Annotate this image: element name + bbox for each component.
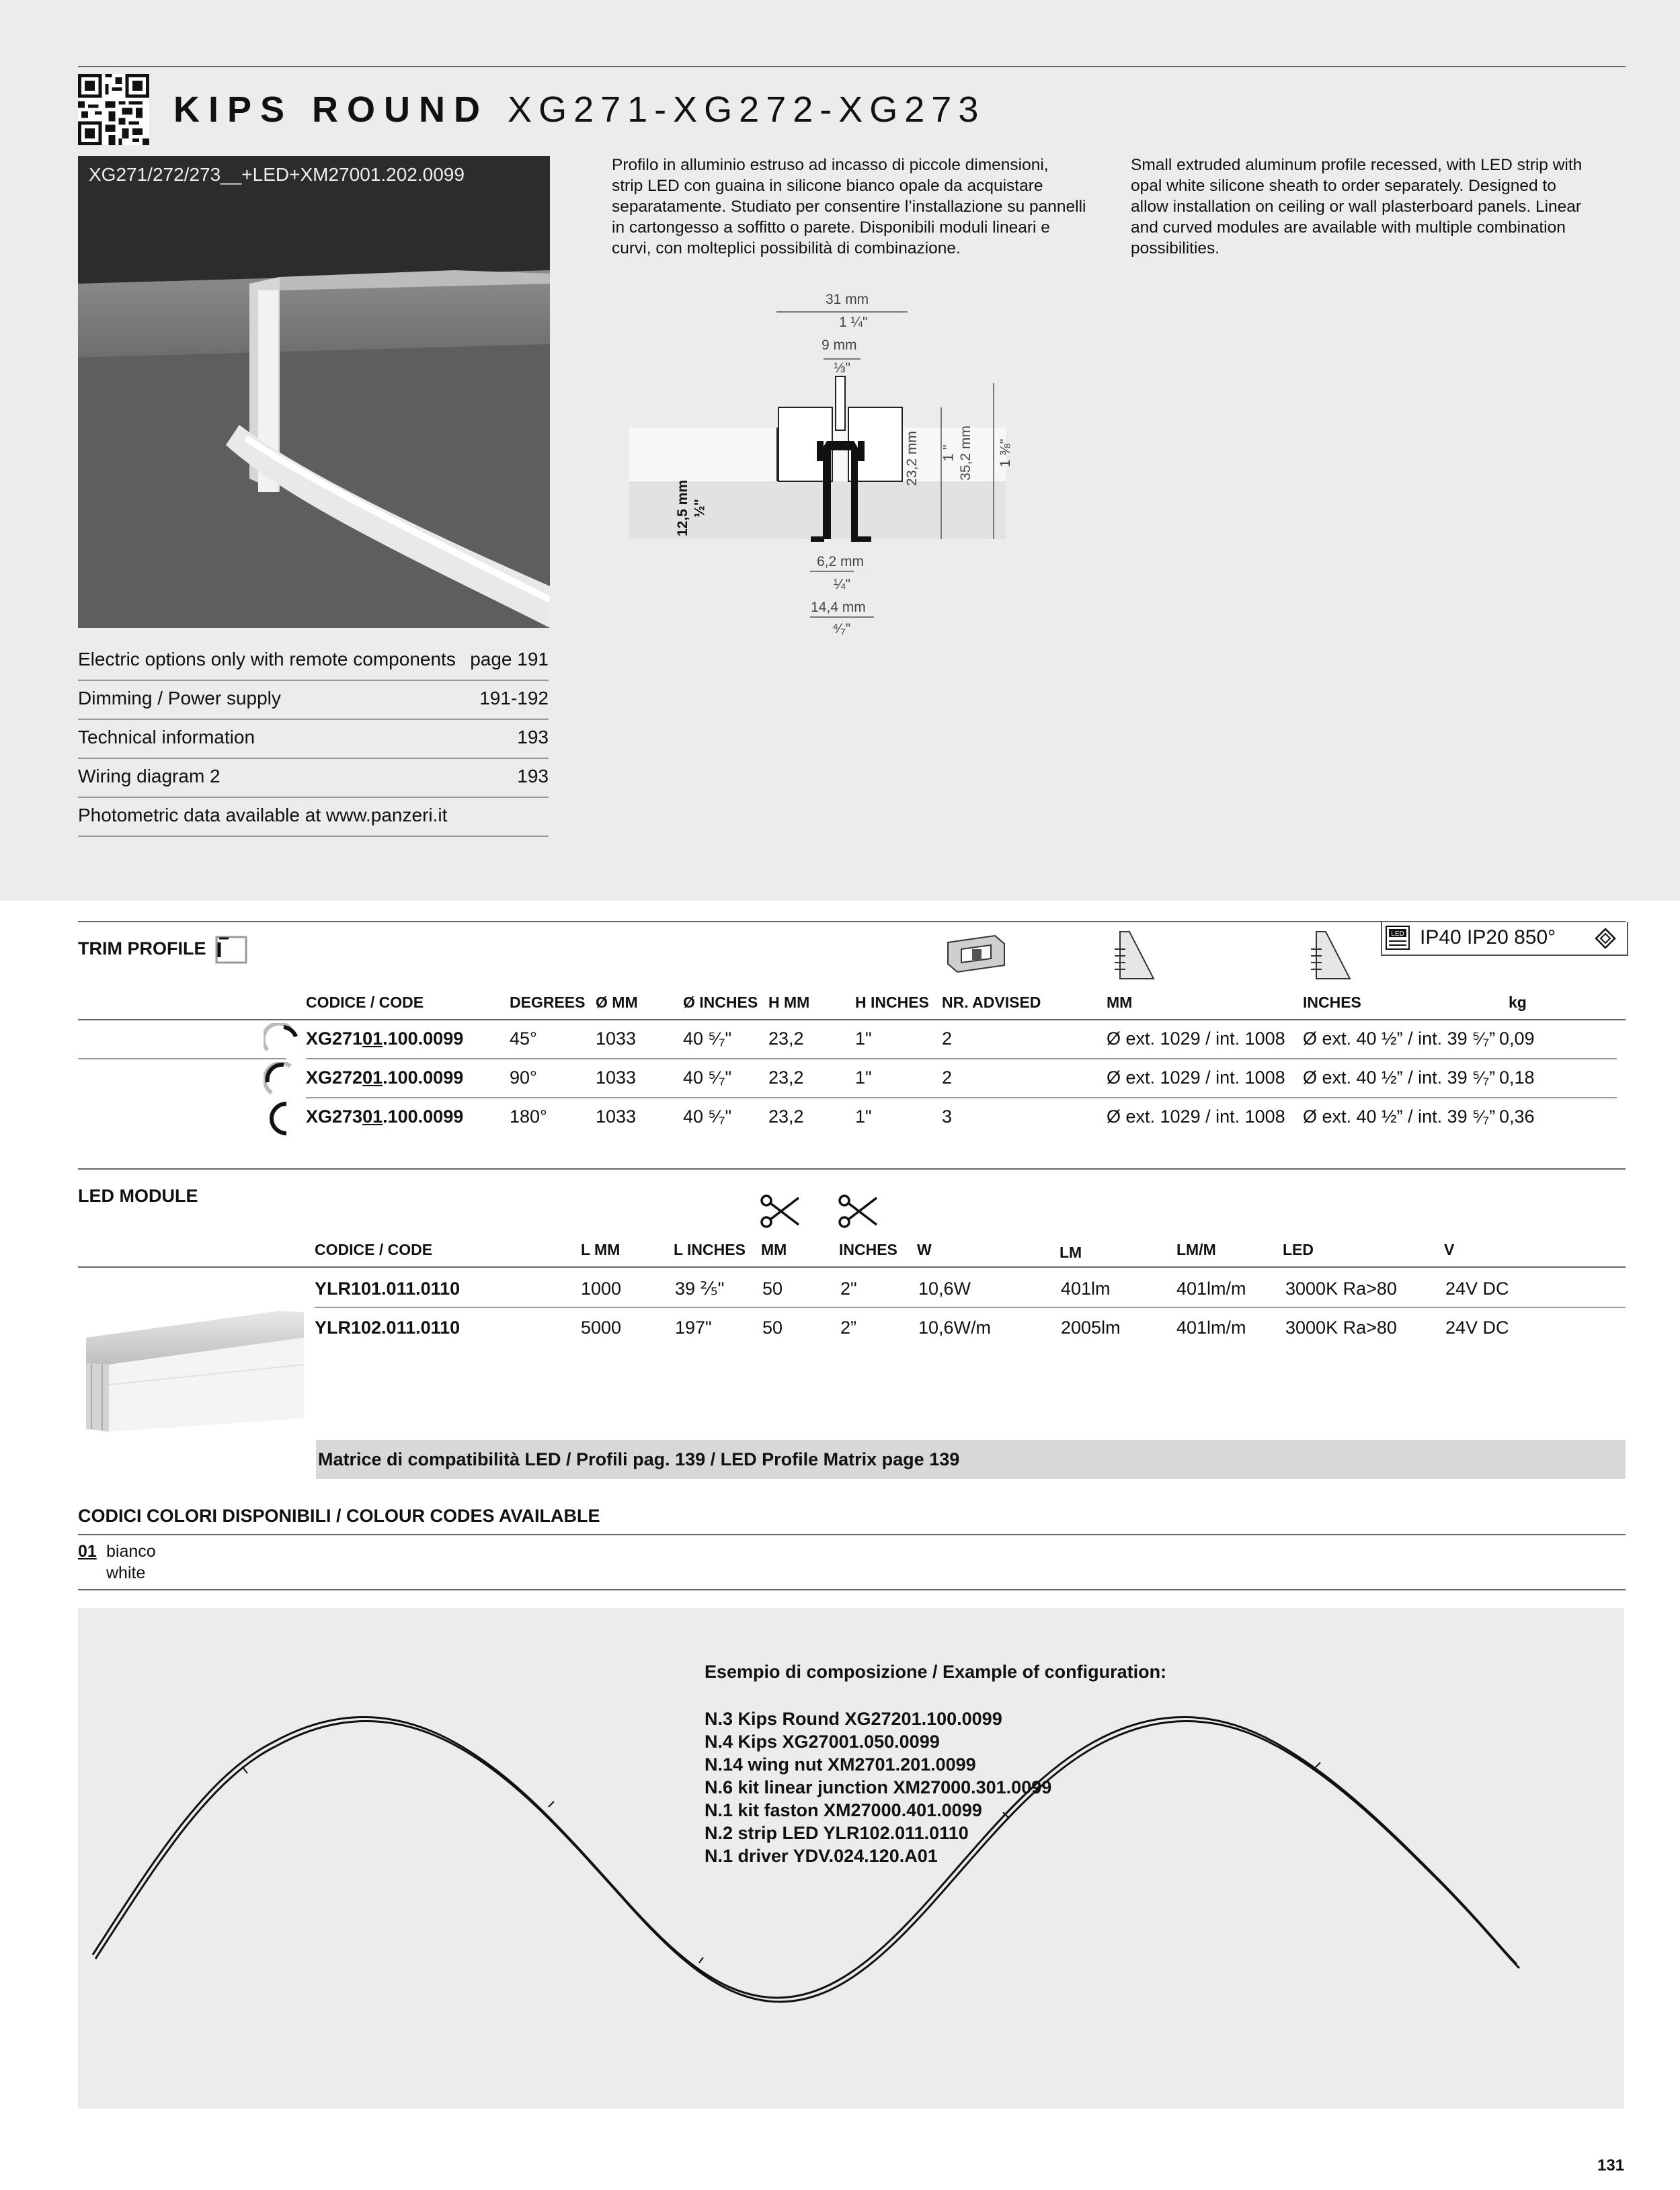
dim-slot-in: ⅓" <box>834 360 850 376</box>
configuration-item: N.6 kit linear junction XM27000.301.0099 <box>705 1777 1052 1797</box>
description-en <box>1131 155 1582 259</box>
led-header: LM <box>1059 1244 1082 1261</box>
compatibility-matrix-text: Matrice di compatibilità LED / Profili pag. 139 / LED Profile Matrix page 139 <box>318 1449 960 1469</box>
led-header-rule <box>78 1266 1626 1268</box>
trim-header: NR. ADVISED <box>942 993 1041 1011</box>
led-watt: 10,6W <box>918 1279 971 1299</box>
trim-cutout-mm: Ø ext. 1029 / int. 1008 <box>1107 1028 1285 1049</box>
trim-height-mm: 23,2 <box>768 1067 804 1088</box>
dim-panel-mm: 12,5 mm <box>675 479 691 537</box>
product-title <box>173 89 985 130</box>
trim-degrees: 180° <box>510 1106 547 1127</box>
description-en-line: and curved modules are available with multiple combination <box>1131 218 1566 237</box>
led-cut-mm: 50 <box>762 1279 783 1299</box>
trim-height-in: 1" <box>855 1106 872 1127</box>
trim-header: H MM <box>768 993 810 1011</box>
configuration-item: N.2 strip LED YLR102.011.0110 <box>705 1823 969 1843</box>
dim-h1-in: 1 " <box>941 444 957 462</box>
trim-diameter-mm: 1033 <box>596 1106 637 1127</box>
description-it-line: separatamente. Studiato per consentire l’installazione su pannelli <box>612 198 1086 216</box>
page-number: 131 <box>1597 2156 1625 2175</box>
trim-header: MM <box>1107 993 1133 1011</box>
trim-header: Ø MM <box>596 993 638 1011</box>
compatibility-matrix-note[interactable] <box>316 1440 1626 1479</box>
led-section-title: LED MODULE <box>78 1186 198 1206</box>
colour-code: 01 <box>78 1542 97 1561</box>
photo-illustration <box>78 156 550 628</box>
colour-codes-rule <box>78 1534 1626 1535</box>
trim-code <box>306 1106 463 1127</box>
led-type: 3000K Ra>80 <box>1285 1317 1397 1338</box>
led-cut-in: 2" <box>840 1279 857 1299</box>
trim-weight: 0,09 <box>1499 1028 1535 1049</box>
led-header: V <box>1444 1241 1455 1258</box>
trim-height-in: 1" <box>855 1067 872 1088</box>
trim-header-rule <box>78 1019 1626 1020</box>
trim-cutout-mm: Ø ext. 1029 / int. 1008 <box>1107 1106 1285 1127</box>
cut-length-mm-icon <box>760 1194 801 1229</box>
trim-weight: 0,36 <box>1499 1106 1535 1127</box>
svg-text:LED: LED <box>1391 930 1404 938</box>
description-en-line: opal white silicone sheath to order separately. Designed to <box>1131 177 1556 195</box>
led-code: YLR102.011.0110 <box>315 1317 461 1338</box>
wing-nut-icon <box>941 929 1008 980</box>
trim-diameter-in: 40 ⁵⁄₇" <box>683 1106 732 1127</box>
dim-slot-mm: 9 mm <box>822 337 857 353</box>
dim-b1-mm: 6,2 mm <box>817 554 865 569</box>
led-lumen: 401lm <box>1061 1279 1111 1299</box>
trim-code-colour: 01 <box>362 1028 383 1049</box>
led-replaceable-icon <box>1385 925 1410 950</box>
configuration-example <box>78 1608 1624 2109</box>
led-length-mm: 5000 <box>581 1317 622 1338</box>
led-header: L INCHES <box>674 1241 746 1258</box>
description-it-line: in cartongesso a soffitto o parete. Disponibili moduli lineari e <box>612 218 1050 237</box>
configuration-item: N.1 driver YDV.024.120.A01 <box>705 1846 938 1866</box>
trim-diameter-mm: 1033 <box>596 1067 637 1088</box>
trim-cutout-mm: Ø ext. 1029 / int. 1008 <box>1107 1067 1285 1088</box>
led-header: MM <box>761 1241 787 1258</box>
arc-45-icon <box>264 1023 301 1058</box>
dim-b2-in: ⁴⁄₇" <box>832 621 851 637</box>
trim-code-prefix: XG272 <box>306 1067 363 1088</box>
trim-row-rule <box>306 1097 1617 1098</box>
led-code: YLR101.011.0110 <box>315 1279 461 1299</box>
trim-code-colour: 01 <box>362 1106 383 1127</box>
cut-length-inches-icon <box>838 1194 879 1229</box>
led-cut-in: 2” <box>840 1317 857 1338</box>
trim-degrees: 45° <box>510 1028 537 1049</box>
trim-cutout-in: Ø ext. 40 ½” / int. 39 ⁵⁄₇” <box>1303 1067 1496 1088</box>
trim-header: kg <box>1509 993 1527 1011</box>
configuration-item: N.4 Kips XG27001.050.0099 <box>705 1732 940 1752</box>
description-it-line: curvi, con molteplici possibilità di combinazione. <box>612 239 961 257</box>
option-page: page 191 <box>470 649 549 670</box>
trim-code-suffix: .100.0099 <box>383 1028 464 1049</box>
led-length-in: 39 ⅖" <box>675 1279 725 1299</box>
description-it-line: strip LED con guaina in silicone bianco opale da acquistare <box>612 177 1043 195</box>
trim-weight: 0,18 <box>1499 1067 1535 1088</box>
option-label: Dimming / Power supply <box>78 688 281 708</box>
product-photo <box>78 156 550 628</box>
led-length-mm: 1000 <box>581 1279 622 1299</box>
trim-row-rule <box>306 1058 1617 1059</box>
trim-code <box>306 1067 463 1088</box>
configuration-item: N.3 Kips Round XG27201.100.0099 <box>705 1709 1002 1729</box>
dim-b2-mm: 14,4 mm <box>811 600 866 615</box>
cut-out-mm-icon <box>1105 929 1158 983</box>
trim-cutout-in: Ø ext. 40 ½” / int. 39 ⁵⁄₇” <box>1303 1028 1496 1049</box>
trim-code <box>306 1028 463 1049</box>
trim-cutout-in: Ø ext. 40 ½” / int. 39 ⁵⁄₇” <box>1303 1106 1496 1127</box>
colour-codes-bottom-rule <box>78 1589 1626 1590</box>
led-cut-mm: 50 <box>762 1317 783 1338</box>
colour-codes-title: CODICI COLORI DISPONIBILI / COLOUR CODES AVAILABLE <box>78 1506 600 1526</box>
qr-code-icon[interactable] <box>78 74 149 145</box>
cut-out-inches-icon <box>1302 929 1354 983</box>
trim-row-rule <box>78 1058 286 1059</box>
description-en-line: allow installation on ceiling or wall plasterboard panels. Linear <box>1131 198 1582 216</box>
options-list <box>78 642 549 837</box>
trim-diameter-mm: 1033 <box>596 1028 637 1049</box>
description-en-line: Small extruded aluminum profile recessed, with LED strip with <box>1131 156 1583 174</box>
led-header: LM/M <box>1176 1241 1216 1258</box>
trim-nr-advised: 2 <box>942 1028 953 1049</box>
option-page: 193 <box>517 766 549 786</box>
configuration-item: N.14 wing nut XM2701.201.0099 <box>705 1754 976 1775</box>
arc-180-icon <box>264 1101 301 1136</box>
led-voltage: 24V DC <box>1445 1279 1509 1299</box>
configuration-item: N.1 kit faston XM27000.401.0099 <box>705 1800 982 1820</box>
led-header: INCHES <box>839 1241 897 1258</box>
section-drawing <box>625 289 1062 639</box>
description-it-line: Profilo in alluminio estruso ad incasso di piccole dimensioni, <box>612 156 1049 174</box>
trim-header: DEGREES <box>510 993 586 1011</box>
option-label: Wiring diagram 2 <box>78 766 221 786</box>
product-name: KIPS ROUND <box>173 89 489 130</box>
led-header: W <box>917 1241 932 1258</box>
trim-code-suffix: .100.0099 <box>383 1067 464 1088</box>
trim-profile-icon <box>214 934 249 965</box>
led-header: CODICE / CODE <box>315 1241 433 1258</box>
trim-header: INCHES <box>1303 993 1361 1011</box>
option-row[interactable] <box>78 759 549 798</box>
dim-b1-in: ¼" <box>834 577 850 592</box>
dim-panel-in: ½" <box>692 499 708 518</box>
trim-code-prefix: XG273 <box>306 1106 363 1127</box>
colour-name-it: bianco <box>106 1542 156 1561</box>
arc-90-icon <box>264 1062 301 1097</box>
dim-h2-in: 1 ⅜" <box>998 438 1014 468</box>
photo-caption: XG271/272/273__+LED+XM27001.202.0099 <box>89 164 465 185</box>
product-codes: XG271-XG272-XG273 <box>508 89 986 130</box>
trim-height-mm: 23,2 <box>768 1106 804 1127</box>
led-header: LED <box>1283 1241 1314 1258</box>
trim-header: CODICE / CODE <box>306 993 424 1011</box>
option-page: 193 <box>517 727 549 747</box>
trim-height-in: 1" <box>855 1028 872 1049</box>
colour-name-en: white <box>106 1564 146 1582</box>
led-lumen-per-m: 401lm/m <box>1176 1317 1246 1338</box>
trim-height-mm: 23,2 <box>768 1028 804 1049</box>
trim-diameter-in: 40 ⁵⁄₇" <box>683 1067 732 1088</box>
option-row[interactable] <box>78 681 549 720</box>
option-label: Electric options only with remote components <box>78 649 456 670</box>
option-row[interactable] <box>78 798 549 837</box>
description-en-line: possibilities. <box>1131 239 1220 257</box>
dim-h1-mm: 23,2 mm <box>904 431 920 486</box>
trim-nr-advised: 3 <box>942 1106 953 1127</box>
trim-header: H INCHES <box>855 993 929 1011</box>
trim-header: Ø INCHES <box>683 993 758 1011</box>
dim-width-mm: 31 mm <box>826 292 869 307</box>
ratings-box <box>1381 922 1628 956</box>
option-label: Photometric data available at www.panzeri.it <box>78 805 448 825</box>
option-label: Technical information <box>78 727 255 747</box>
led-lumen: 2005lm <box>1061 1317 1121 1338</box>
led-header: L MM <box>581 1241 621 1258</box>
trim-degrees: 90° <box>510 1067 537 1088</box>
option-row[interactable] <box>78 720 549 759</box>
trim-code-suffix: .100.0099 <box>383 1106 464 1127</box>
diamond-certification-icon <box>1595 928 1616 949</box>
trim-code-prefix: XG271 <box>306 1028 363 1049</box>
led-watt: 10,6W/m <box>918 1317 992 1338</box>
trim-section-title: TRIM PROFILE <box>78 938 206 959</box>
description-it <box>612 155 1086 259</box>
led-lumen-per-m: 401lm/m <box>1176 1279 1246 1299</box>
led-top-rule <box>78 1168 1626 1170</box>
led-row-rule <box>315 1307 1626 1308</box>
option-page: 191-192 <box>479 688 549 708</box>
trim-diameter-in: 40 ⁵⁄₇" <box>683 1028 732 1049</box>
top-rule <box>78 66 1626 67</box>
dim-width-in: 1 ¼" <box>839 315 868 330</box>
dim-h2-mm: 35,2 mm <box>957 425 973 481</box>
led-voltage: 24V DC <box>1445 1317 1509 1338</box>
led-length-in: 197" <box>675 1317 712 1338</box>
ip-ratings: IP40 IP20 850° <box>1420 926 1556 948</box>
led-strip-image <box>78 1297 304 1432</box>
trim-nr-advised: 2 <box>942 1067 953 1088</box>
led-type: 3000K Ra>80 <box>1285 1279 1397 1299</box>
trim-code-colour: 01 <box>362 1067 383 1088</box>
option-row[interactable] <box>78 642 549 681</box>
configuration-title: Esempio di composizione / Example of configuration: <box>705 1662 1167 1682</box>
